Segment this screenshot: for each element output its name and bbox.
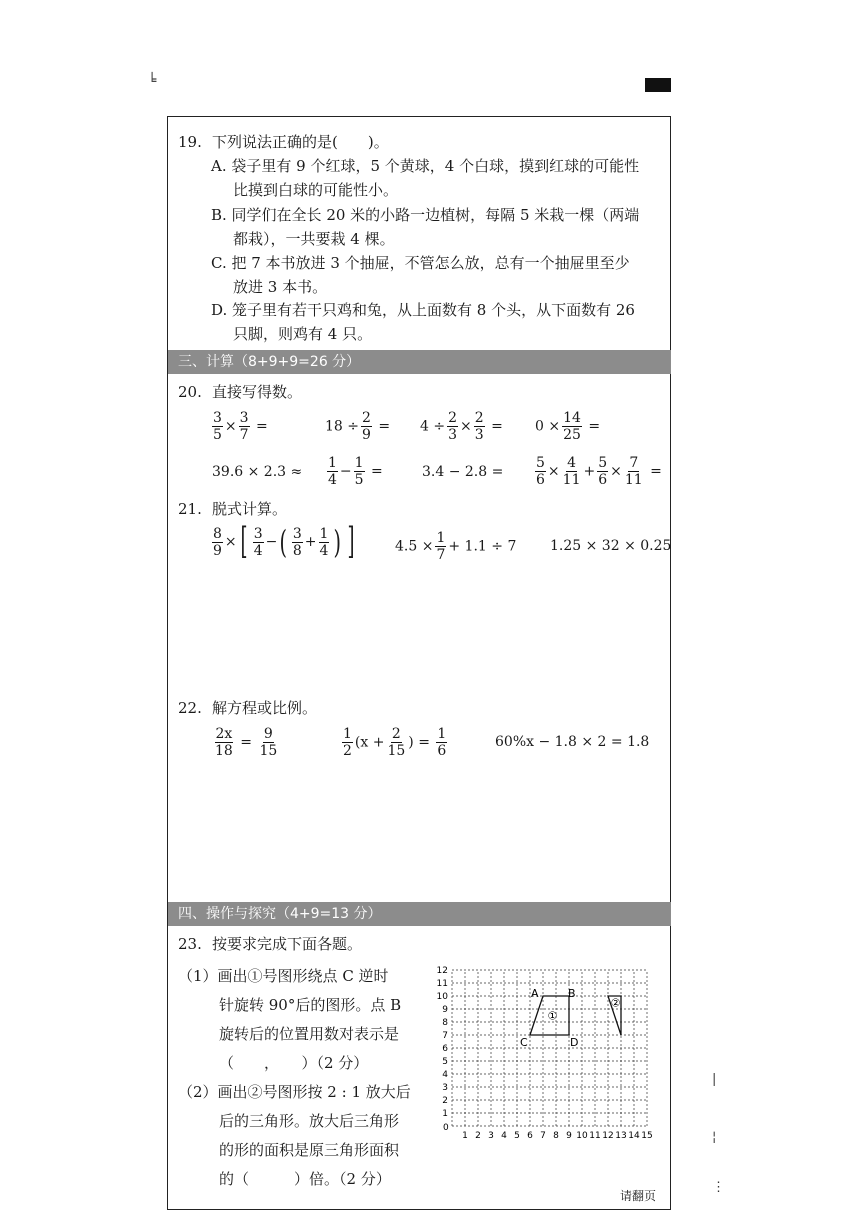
point-b-label: B xyxy=(568,987,576,1000)
q21-expr-2: 4.5 × $\frac{1}{7}$ + 1.1 ÷ 7 xyxy=(395,530,517,563)
q23-stem xyxy=(178,932,362,956)
q21-text: 脱式计算。 xyxy=(212,500,288,518)
q22-stem xyxy=(178,696,317,720)
q19-stem xyxy=(178,130,389,154)
x-tick-label: 7 xyxy=(540,1131,546,1141)
shape-1-label: ① xyxy=(547,1009,558,1023)
shape-2-label: ② xyxy=(610,996,621,1010)
q20-item-d: 0 × $\frac{14}{25}$ = xyxy=(535,410,601,443)
q21-number: 21. xyxy=(178,500,202,518)
q20-item-b: 18 ÷ $\frac{2}{9}$ = xyxy=(325,410,391,443)
q22-number: 22. xyxy=(178,699,202,717)
q23-number: 23. xyxy=(178,935,202,953)
q20-stem xyxy=(178,380,302,404)
right-edge-mark: | xyxy=(712,1072,717,1087)
point-d-label: D xyxy=(570,1036,579,1049)
y-tick-label: 1 xyxy=(442,1109,448,1119)
y-tick-label: 4 xyxy=(442,1070,448,1080)
grid-origin-label: 0 xyxy=(443,1123,449,1133)
q23-part-1: （1）画出①号图形绕点 C 逆时 针旋转 90°后的图形。点 B 旋转后的位置用数对表示是 （ ， ）（2 分） xyxy=(178,967,402,1072)
q20-number: 20. xyxy=(178,383,202,401)
q20-item-f: $\frac{1}{4}$ − $\frac{1}{5}$ = xyxy=(328,455,383,488)
coordinate-grid xyxy=(432,966,664,1148)
q21-expr-3: 1.25 × 32 × 0.25 xyxy=(550,538,672,554)
y-tick-label: 3 xyxy=(442,1083,448,1093)
x-tick-label: 5 xyxy=(514,1131,520,1141)
x-tick-label: 10 xyxy=(576,1131,588,1141)
right-edge-mark: ⋮ xyxy=(712,1180,725,1195)
y-tick-label: 6 xyxy=(442,1044,448,1054)
q19-option-c-line1: C. 把 7 本书放进 3 个抽屉，不管怎么放，总有一个抽屉里至少 xyxy=(211,254,630,272)
q19-option-c-line2: 放进 3 本书。 xyxy=(233,278,328,296)
x-tick-label: 12 xyxy=(602,1131,614,1141)
point-a-label: A xyxy=(531,987,539,1000)
q19-option-d-line2: 只脚，则鸡有 4 只。 xyxy=(233,325,373,343)
q20-item-e: 39.6 × 2.3 ≈ xyxy=(212,464,303,480)
q19-option-b-line1: B. 同学们在全长 20 米的小路一边植树，每隔 5 米栽一棵（两端 xyxy=(211,206,640,224)
q20-item-g: 3.4 − 2.8 = xyxy=(422,464,504,480)
q21-stem xyxy=(178,497,287,521)
y-tick-label: 7 xyxy=(442,1031,448,1041)
q20-text: 直接写得数。 xyxy=(212,383,303,401)
q21-expr-1: $\frac{8}{9}$ ×[ $\frac{3}{4}$ −( $\frac{3}{8}$ + $\frac{1}{4}$ ) ] xyxy=(213,521,355,562)
x-tick-label: 11 xyxy=(589,1131,601,1141)
q20-item-a: $\frac{3}{5}$ × $\frac{3}{7}$ = xyxy=(213,410,268,443)
y-tick-label: 2 xyxy=(442,1096,448,1106)
y-tick-label: 11 xyxy=(436,979,448,989)
x-tick-label: 2 xyxy=(475,1131,481,1141)
black-tab-marker xyxy=(645,78,671,92)
q19-option-a-line2: 比摸到白球的可能性小。 xyxy=(233,181,399,199)
y-tick-label: 9 xyxy=(442,1005,448,1015)
x-tick-label: 15 xyxy=(641,1131,653,1141)
q19-option-b-line2: 都栽），一共要栽 4 棵。 xyxy=(233,230,395,248)
x-tick-label: 6 xyxy=(527,1131,533,1141)
y-tick-label: 8 xyxy=(442,1018,448,1028)
x-tick-label: 13 xyxy=(615,1131,627,1141)
q22-expr-3: 60%x − 1.8 × 2 = 1.8 xyxy=(495,734,650,750)
q19-text: 下列说法正确的是( )。 xyxy=(212,133,389,151)
right-edge-mark: ¦ xyxy=(712,1130,717,1145)
q20-item-h: $\frac{5}{6}$ × $\frac{4}{11}$ + $\frac{5}{6}$ × $\frac{7}{11}$ = xyxy=(536,455,662,488)
y-tick-label: 12 xyxy=(436,966,448,976)
q23-text: 按要求完成下面各题。 xyxy=(212,935,363,953)
footer-turn-page: 请翻页 xyxy=(620,1189,657,1203)
q19-number: 19. xyxy=(178,133,202,151)
q19-option-d-line1: D. 笼子里有若干只鸡和兔，从上面数有 8 个头，从下面数有 26 xyxy=(211,301,635,319)
y-tick-label: 5 xyxy=(442,1057,448,1067)
x-tick-label: 14 xyxy=(628,1131,640,1141)
q22-expr-1: $\frac{2x}{18}$ = $\frac{9}{15}$ xyxy=(215,726,278,759)
q22-text: 解方程或比例。 xyxy=(212,699,318,717)
y-tick-label: 10 xyxy=(436,992,448,1002)
x-tick-label: 4 xyxy=(501,1131,507,1141)
x-tick-label: 9 xyxy=(566,1131,572,1141)
x-tick-label: 3 xyxy=(488,1131,494,1141)
q23-part-2: （2）画出②号图形按 2 : 1 放大后 后的三角形。放大后三角形 的形的面积是原三角形面积 的（ ）倍。（2 分） xyxy=(178,1083,411,1188)
q20-item-c: 4 ÷ $\frac{2}{3}$ × $\frac{2}{3}$ = xyxy=(420,410,503,443)
corner-mark: ╘ xyxy=(148,73,157,89)
q22-expr-2: $\frac{1}{2}$ (x + $\frac{2}{15}$ ) = $\frac{1}{6}$ xyxy=(343,726,447,759)
point-c-label: C xyxy=(520,1036,528,1049)
x-tick-label: 1 xyxy=(462,1131,468,1141)
x-tick-label: 8 xyxy=(553,1131,559,1141)
section-3-header: 三、计算（8+9+9=26 分） xyxy=(168,350,671,374)
section-4-header: 四、操作与探究（4+9=13 分） xyxy=(168,902,671,926)
q19-option-a-line1: A. 袋子里有 9 个红球，5 个黄球，4 个白球，摸到红球的可能性 xyxy=(211,157,640,175)
